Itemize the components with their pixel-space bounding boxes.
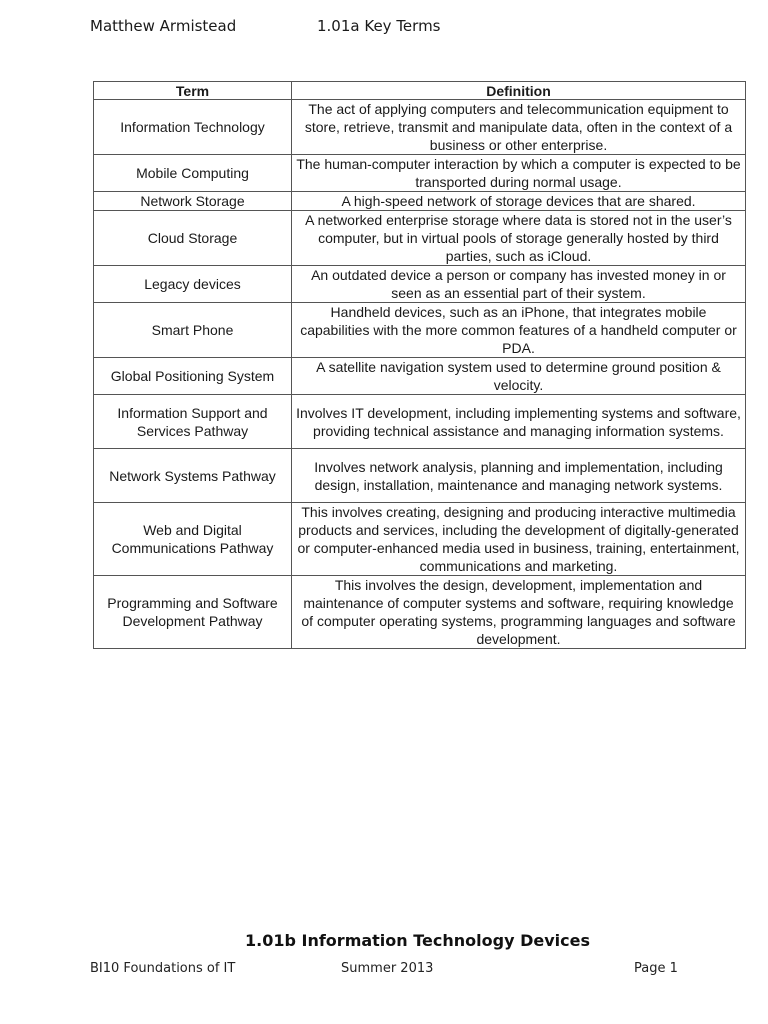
- definition-cell: An outdated device a person or company has invested money in or seen as an essential part of their system.: [292, 266, 746, 303]
- table-header-row: [94, 82, 746, 100]
- table-row: [94, 303, 746, 358]
- definition-cell: This involves creating, designing and producing interactive multimedia products and services, including the development of digitally-generated or computer-enhanced media used in business, training, entertainment, communications and marketing.: [292, 503, 746, 576]
- definition-cell: Involves IT development, including implementing systems and software, providing technical assistance and managing information systems.: [292, 395, 746, 449]
- definition-cell: A networked enterprise storage where data is stored not in the user’s computer, but in virtual pools of storage generally hosted by third parties, such as iCloud.: [292, 211, 746, 266]
- term-cell: Cloud Storage: [94, 211, 292, 266]
- term-cell: Global Positioning System: [94, 358, 292, 395]
- definition-cell: Handheld devices, such as an iPhone, that integrates mobile capabilities with the more common features of a handheld computer or PDA.: [292, 303, 746, 358]
- term-cell: Programming and Software Development Pathway: [94, 576, 292, 649]
- table-row: [94, 266, 746, 303]
- key-terms-table: [93, 81, 746, 649]
- term-cell: Network Storage: [94, 192, 292, 211]
- term-cell: Smart Phone: [94, 303, 292, 358]
- definition-cell: A high-speed network of storage devices that are shared.: [292, 192, 746, 211]
- definition-cell: This involves the design, development, implementation and maintenance of computer systems and software, requiring knowledge of computer operating systems, programming languages and software development.: [292, 576, 746, 649]
- term-cell: Information Technology: [94, 100, 292, 155]
- footer-page-number: Page 1: [634, 961, 678, 976]
- header-author: Matthew Armistead: [90, 17, 237, 35]
- definition-cell: The human-computer interaction by which a computer is expected to be transported during normal usage.: [292, 155, 746, 192]
- term-cell: Web and Digital Communications Pathway: [94, 503, 292, 576]
- term-cell: Mobile Computing: [94, 155, 292, 192]
- table-row: [94, 503, 746, 576]
- table-row: [94, 211, 746, 266]
- footer-term: Summer 2013: [341, 961, 434, 976]
- term-cell: Network Systems Pathway: [94, 449, 292, 503]
- term-cell: Information Support and Services Pathway: [94, 395, 292, 449]
- table-row: [94, 449, 746, 503]
- table-row: [94, 155, 746, 192]
- column-header-definition: Definition: [292, 82, 746, 100]
- definition-cell: Involves network analysis, planning and implementation, including design, installation, maintenance and managing network systems.: [292, 449, 746, 503]
- term-cell: Legacy devices: [94, 266, 292, 303]
- column-header-term: Term: [94, 82, 292, 100]
- header-title: 1.01a Key Terms: [317, 17, 441, 35]
- table-row: [94, 395, 746, 449]
- table-row: [94, 192, 746, 211]
- definition-cell: A satellite navigation system used to determine ground position & velocity.: [292, 358, 746, 395]
- definition-cell: The act of applying computers and telecommunication equipment to store, retrieve, transmit and manipulate data, often in the context of a business or other enterprise.: [292, 100, 746, 155]
- table-row: [94, 576, 746, 649]
- section-heading: 1.01b Information Technology Devices: [245, 931, 590, 950]
- table-row: [94, 100, 746, 155]
- footer-course: BI10 Foundations of IT: [90, 961, 236, 976]
- table-row: [94, 358, 746, 395]
